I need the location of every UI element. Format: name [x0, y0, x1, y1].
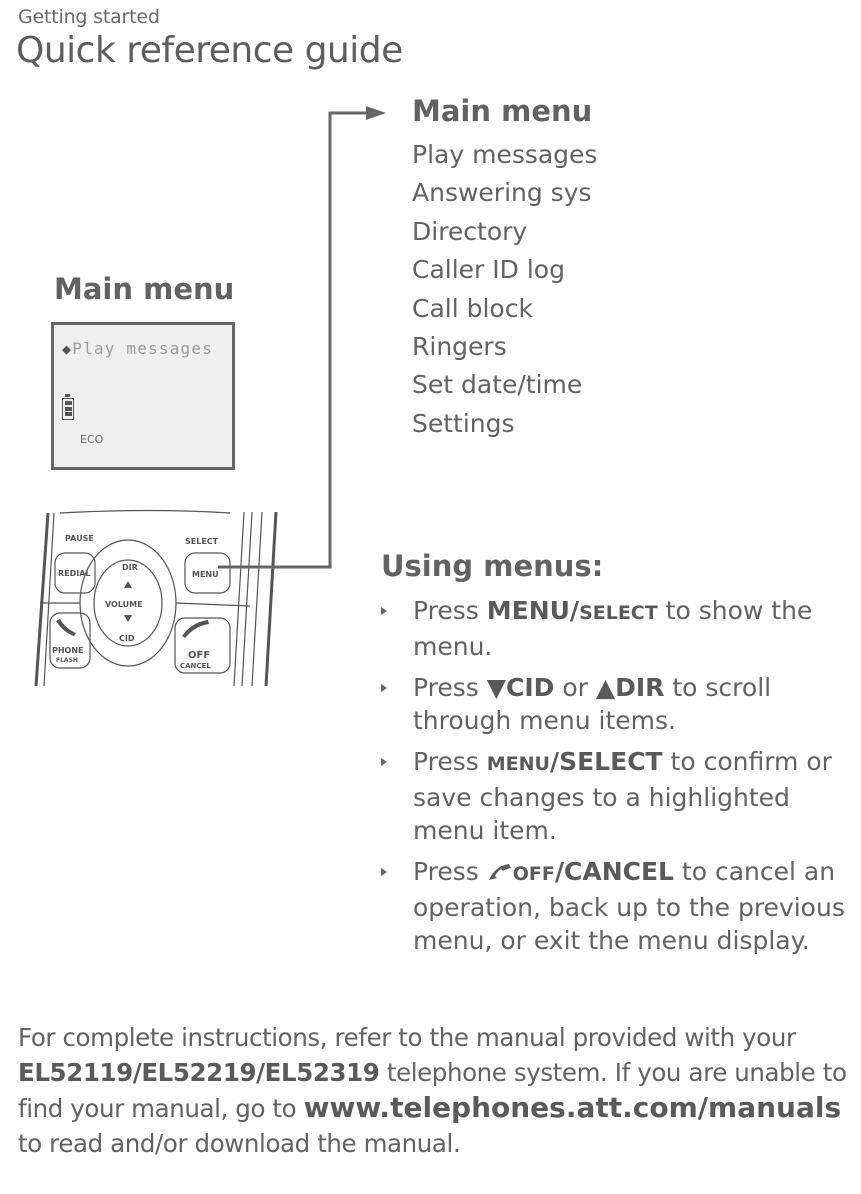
key-select: SELECT [579, 602, 658, 624]
instructions-list [381, 594, 856, 965]
key-menu: MENU [486, 753, 550, 775]
pause-key-label: PAUSE [65, 534, 94, 543]
main-menu-list [412, 136, 597, 443]
key-cid: CID [505, 673, 555, 702]
key-select: /SELECT [549, 747, 663, 776]
menu-item-play-messages: Play messages [412, 140, 598, 169]
main-menu-title: Main menu [412, 94, 593, 128]
dir-key-label: DIR [122, 563, 138, 572]
lcd-title: Main menu [54, 272, 235, 306]
instruction-step: Press MENU/SELECT to confirm or save changes to a highlighted menu item. [381, 745, 856, 847]
key-off: OFF [512, 863, 555, 885]
menu-item-set-date-time: Set date/time [412, 370, 583, 400]
flash-key-label: FLASH [56, 657, 78, 664]
key-menu: MENU/ [486, 596, 580, 625]
cancel-key-label: CANCEL [180, 662, 211, 670]
eco-label: ECO [80, 433, 104, 446]
menu-item-answering-sys: Answering sys [412, 178, 592, 208]
instruction-step: Press ▼CID or ▲DIR to scroll through menu items. [381, 671, 856, 737]
arrow-head-icon [366, 106, 386, 120]
model-numbers: EL52119/EL52219/EL52319 [18, 1058, 380, 1087]
menu-item-caller-id-log: Caller ID log [412, 255, 565, 285]
select-key-label: SELECT [185, 537, 219, 546]
menu-item-ringers: Ringers [412, 332, 507, 362]
volume-key[interactable]: VOLUME [105, 600, 143, 609]
section-label: Getting started [18, 6, 160, 28]
footer-note: For complete instructions, refer to the manual provided with your EL52119/EL52219/EL52319 telephone system. If you are unable to find your manual, go to www.telephones.att.com/manuals to read and/or download the manual. [18, 1023, 847, 1158]
bullet-icon [381, 684, 387, 692]
instruction-step: Press MENU/SELECT to show the menu. [381, 594, 856, 663]
page-title: Quick reference guide [16, 30, 403, 71]
menu-key[interactable]: MENU [192, 570, 219, 579]
key-dir: DIR [615, 673, 665, 702]
using-menus-title: Using menus: [381, 549, 604, 583]
bullet-icon [381, 607, 387, 615]
phone-key[interactable]: PHONE [52, 646, 84, 655]
menu-item-directory: Directory [412, 216, 528, 246]
up-triangle-icon: ▲ [595, 673, 616, 702]
down-triangle-icon: ▼ [486, 673, 506, 702]
cid-key-label: CID [119, 634, 135, 643]
cursor-icon: ◆ [62, 340, 73, 358]
instruction-step: Press OFF/CANCEL to cancel an operation, back up to the previous menu, or exit the menu display. [381, 855, 856, 957]
hang-up-phone-icon [487, 862, 513, 882]
menu-item-settings: Settings [412, 408, 515, 438]
menu-item-call-block: Call block [412, 293, 533, 323]
off-key[interactable]: OFF [188, 650, 211, 661]
lcd-row-text: Play messages [72, 339, 214, 358]
bullet-icon [381, 868, 387, 876]
manuals-link[interactable]: www.telephones.att.com/manuals [303, 1091, 842, 1124]
key-cancel: /CANCEL [554, 857, 674, 886]
bullet-icon [381, 758, 387, 766]
redial-key[interactable]: REDIAL [58, 569, 91, 578]
